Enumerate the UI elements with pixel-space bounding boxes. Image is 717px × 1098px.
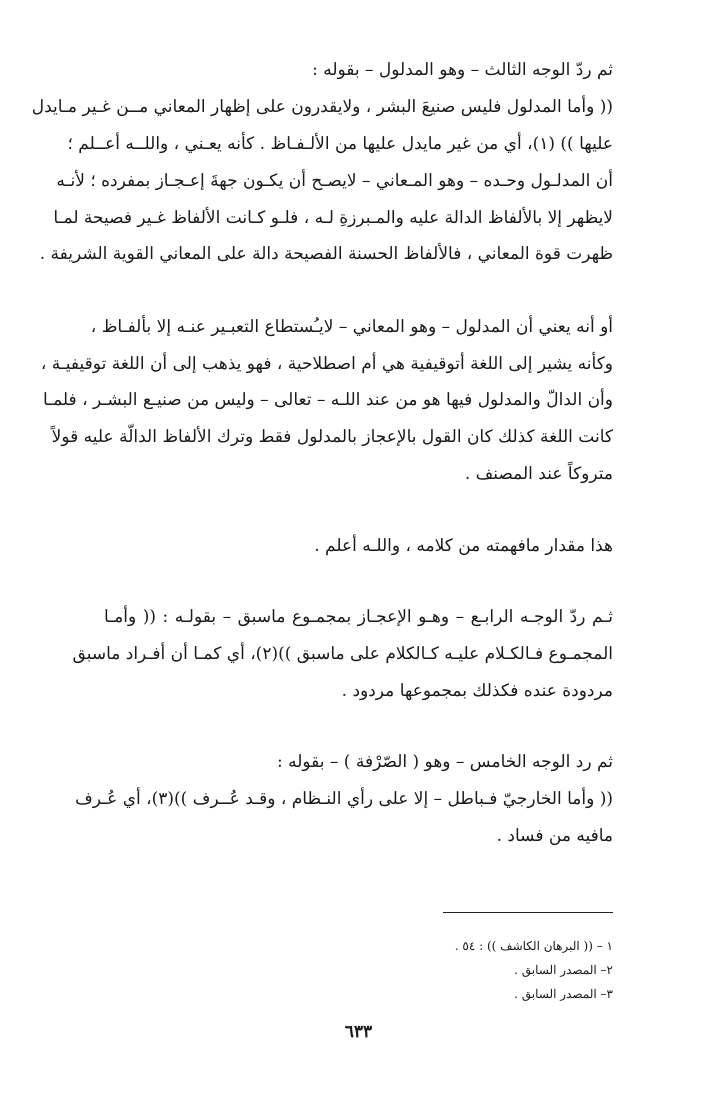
paragraph-2-line-1: أو أنه يعني أن المدلول – وهو المعاني – لايـُستطاع التعبـير عنـه إلا بألفـاظ ،: [90, 317, 613, 337]
footnote-2: ٢– المصدر السابق .: [514, 963, 613, 977]
paragraph-5-line-1: ثم رد الوجه الخامس – وهو ( الصّرْفة ) – بقوله :: [276, 752, 613, 772]
paragraph-4-line-2: المجمـوع فـالكـلام عليـه كـالكلام على ماسبق ))(٢)، أي كمـا أن أفـراد ماسبق: [72, 644, 613, 664]
paragraph-4-line-1: ثـم ردّ الوجـه الرابـع – وهـو الإعجـاز بمجمـوع ماسبق – بقولـه : (( وأمـا: [104, 607, 613, 627]
paragraph-1-line-5: لايظهر إلا بالألفاظ الدالة عليه والمـبرزةِ لـه ، فلـو كـانت الألفاظ غـير فصيحة لمـا: [53, 208, 613, 228]
paragraph-1-line-1: ثم ردّ الوجه الثالث – وهو المدلول – بقوله :: [312, 60, 613, 80]
page-number: ٦٣٣: [344, 1022, 373, 1042]
footnote-1: ١ – (( البرهان الكاشف )) : ٥٤ .: [454, 939, 613, 953]
paragraph-4-line-3: مردودة عنده فكذلك بمجموعها مردود .: [341, 681, 613, 701]
paragraph-1-line-6: ظهرت قوة المعاني ، فالألفاظ الحسنة الفصيحة دالة على المعاني القوية الشريفة .: [39, 244, 613, 264]
paragraph-5-line-3: مافيه من فساد .: [496, 826, 613, 846]
paragraph-2-line-4: كانت اللغة كذلك كان القول بالإعجاز بالمدلول فقط وترك الألفاظ الدالّة عليه قولاً: [51, 427, 613, 447]
paragraph-1-line-2: (( وأما المدلول فليس صنيعَ البشر ، ولايقدرون على إظهار المعاني مــن غـير مـايدل: [31, 97, 613, 117]
paragraph-2-line-3: وأن الدالّ والمدلول فيها هو من عند اللـه – تعالى – وليس من صنيـع البشـر ، فلمـا: [42, 390, 613, 410]
footnote-3: ٣– المصدر السابق .: [514, 987, 613, 1001]
paragraph-1-line-3: عليها )) (١)، أي من غير مايدل عليها من الألـفـاظ . كأنه يعـني ، واللــه أعــلم ؛: [67, 134, 613, 154]
paragraph-2-line-2: وكأنه يشير إلى اللغة أتوقيفية هي أم اصطلاحية ، فهو يذهب إلى أن اللغة توقيفيـة ،: [40, 354, 613, 374]
paragraph-3-line-1: هذا مقدار مافهمته من كلامه ، واللـه أعلم .: [314, 536, 613, 556]
paragraph-2-line-5: متروكاً عند المصنف .: [464, 464, 613, 484]
paragraph-5-line-2: (( وأما الخارجيّ فـباطل – إلا على رأي النـظام ، وقـد عُــرف ))(٣)، أي عُـرف: [75, 789, 613, 809]
paragraph-1-line-4: أن المدلـول وحـده – وهو المـعاني – لايصـح أن يكـون جهةَ إعـجـاز بمفرده ؛ لأنـه: [56, 171, 613, 191]
footnote-separator: [443, 912, 613, 913]
